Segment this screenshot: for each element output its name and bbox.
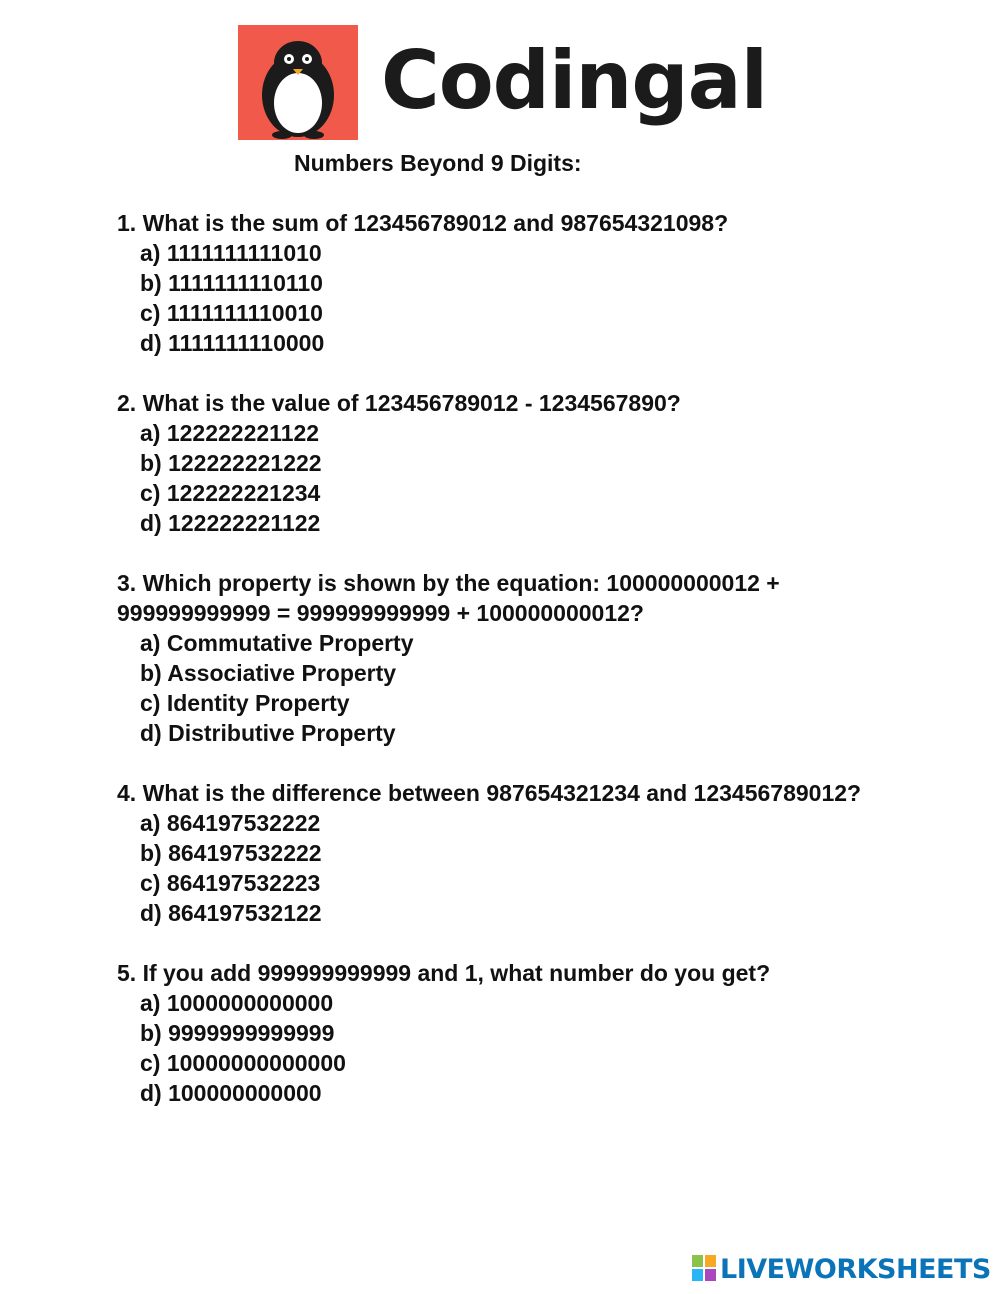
option-a[interactable]: a) 1111111111010: [140, 240, 322, 266]
question-text: 2. What is the value of 123456789012 - 1234567890?: [117, 390, 681, 416]
option-c[interactable]: c) 10000000000000: [140, 1050, 346, 1076]
question-3: [117, 568, 887, 748]
question-text: 5. If you add 999999999999 and 1, what number do you get?: [117, 960, 771, 986]
option-a[interactable]: a) 1000000000000: [140, 990, 334, 1016]
option-c[interactable]: c) 122222221234: [140, 480, 321, 506]
question-text: 1. What is the sum of 123456789012 and 987654321098?: [117, 210, 729, 236]
option-a[interactable]: a) 122222221122: [140, 420, 320, 446]
option-a[interactable]: a) 864197532222: [140, 810, 321, 836]
brand-name: Codingal: [381, 34, 767, 127]
option-d[interactable]: d) 100000000000: [140, 1080, 322, 1106]
liveworksheets-logo: [692, 1254, 991, 1286]
option-b[interactable]: b) Associative Property: [140, 660, 397, 686]
question-list: [117, 208, 887, 1138]
question-text: 3. Which property is shown by the equation: 100000000012 + 999999999999 = 999999999999 + 100000000012?: [117, 570, 780, 626]
option-c[interactable]: c) 1111111110010: [140, 300, 323, 326]
option-b[interactable]: b) 864197532222: [140, 840, 322, 866]
option-b[interactable]: b) 9999999999999: [140, 1020, 335, 1046]
option-d[interactable]: d) Distributive Property: [140, 720, 396, 746]
question-5: [117, 958, 887, 1108]
penguin-icon: [238, 25, 358, 140]
option-b[interactable]: b) 122222221222: [140, 450, 322, 476]
option-b[interactable]: b) 1111111110110: [140, 270, 323, 296]
question-1: [117, 208, 887, 358]
question-text: 4. What is the difference between 987654321234 and 123456789012?: [117, 780, 862, 806]
page-title: Numbers Beyond 9 Digits:: [294, 150, 582, 176]
codingal-logo: [238, 25, 767, 140]
option-c[interactable]: c) 864197532223: [140, 870, 321, 896]
liveworksheets-icon: [692, 1255, 716, 1286]
question-4: [117, 778, 887, 928]
option-d[interactable]: d) 1111111110000: [140, 330, 325, 356]
footer-brand: LIVEWORKSHEETS: [720, 1254, 991, 1285]
option-a[interactable]: a) Commutative Property: [140, 630, 414, 656]
option-d[interactable]: d) 864197532122: [140, 900, 322, 926]
question-2: [117, 388, 887, 538]
option-d[interactable]: d) 122222221122: [140, 510, 321, 536]
option-c[interactable]: c) Identity Property: [140, 690, 350, 716]
